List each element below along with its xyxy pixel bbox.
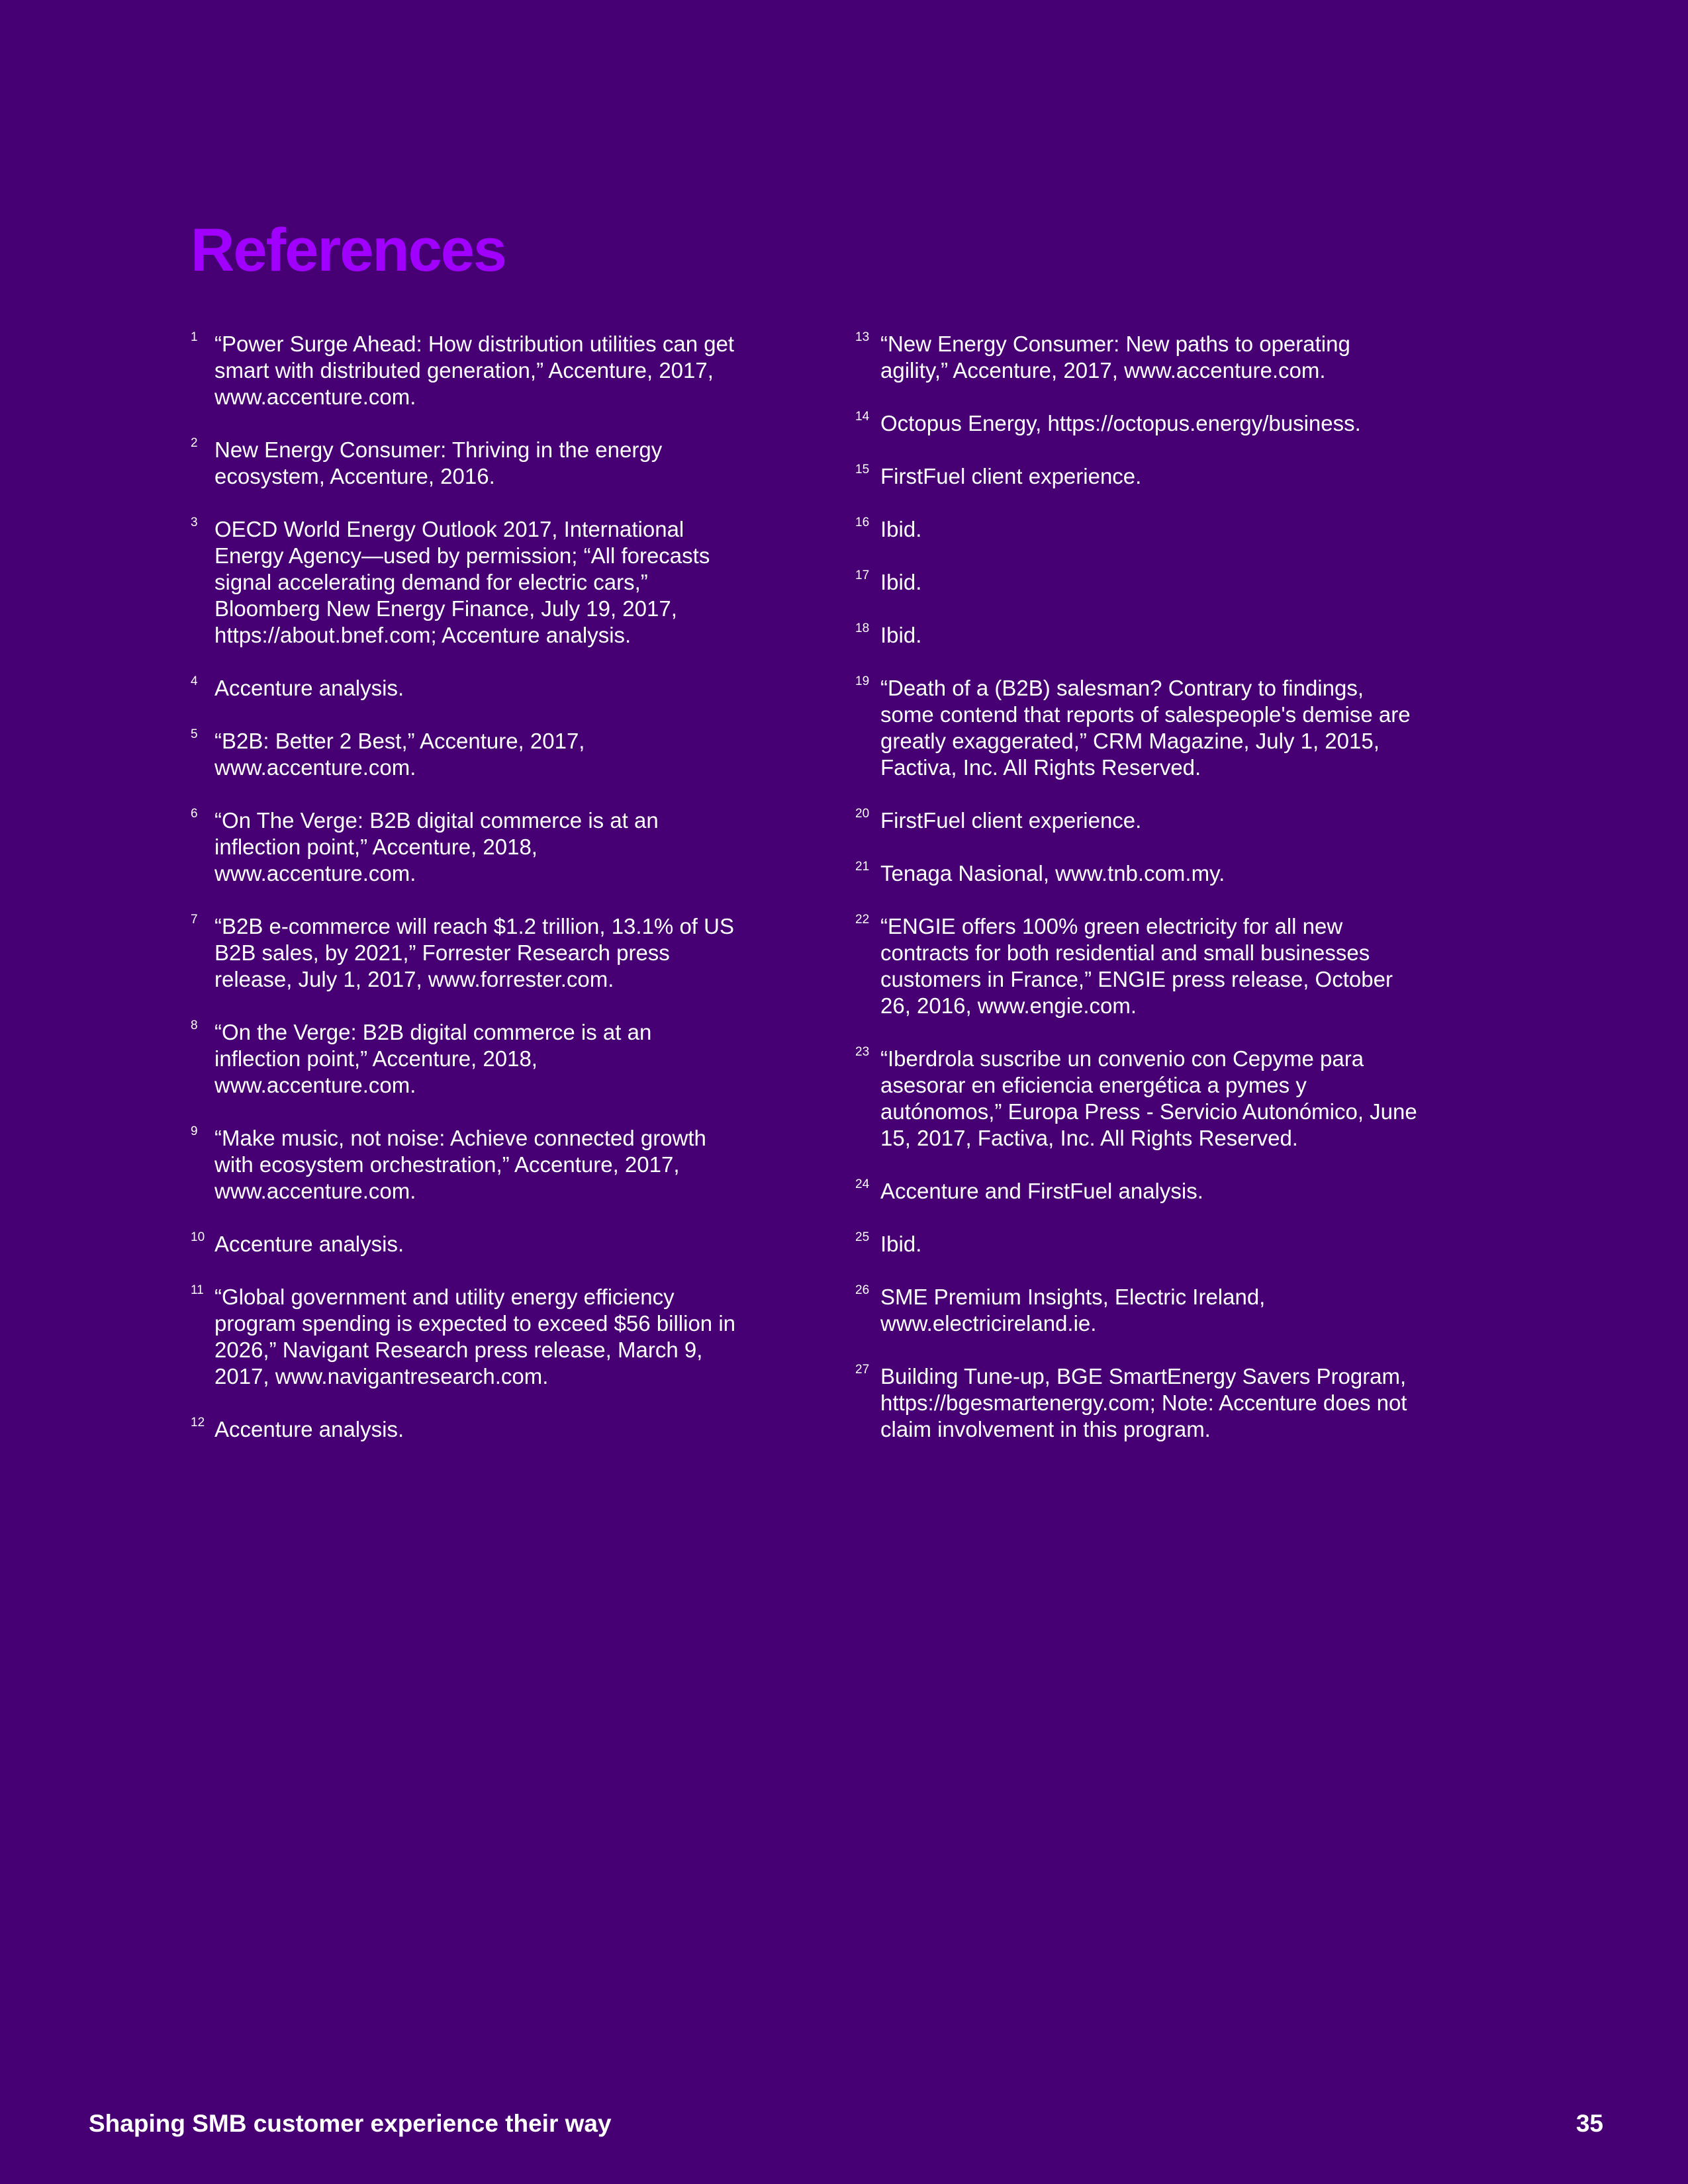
reference-number: 14 bbox=[855, 410, 870, 424]
reference-item bbox=[191, 1125, 740, 1205]
reference-text: New Energy Consumer: Thriving in the energy ecosystem, Accenture, 2016. bbox=[214, 437, 663, 488]
reference-item bbox=[855, 516, 1418, 543]
reference-item bbox=[855, 569, 1418, 596]
reference-number: 5 bbox=[191, 727, 198, 741]
reference-text: “Death of a (B2B) salesman? Contrary to findings, some contend that reports of salespeople's demise are greatly exaggerated,” CRM Magazine, July 1, 2015, Factiva, Inc. All Rights Reserved. bbox=[880, 676, 1411, 780]
reference-text: Ibid. bbox=[880, 517, 922, 541]
reference-text: FirstFuel client experience. bbox=[880, 808, 1142, 833]
reference-text: FirstFuel client experience. bbox=[880, 464, 1142, 488]
reference-number: 20 bbox=[855, 807, 870, 821]
reference-text: “On the Verge: B2B digital commerce is at an inflection point,” Accenture, 2018, www.accenture.com. bbox=[214, 1020, 652, 1097]
reference-item bbox=[191, 675, 740, 702]
reference-item bbox=[191, 1231, 740, 1257]
reference-text: “Iberdrola suscribe un convenio con Cepyme para asesorar en eficiencia energética a pymes y autónomos,” Europa Press - Servicio Autonómico, June 15, 2017, Factiva, Inc. All Rights Reserved. bbox=[880, 1046, 1417, 1150]
reference-number: 26 bbox=[855, 1283, 870, 1297]
reference-number: 19 bbox=[855, 674, 870, 688]
reference-number: 22 bbox=[855, 913, 870, 927]
reference-number: 6 bbox=[191, 807, 198, 821]
reference-text: Accenture and FirstFuel analysis. bbox=[880, 1179, 1203, 1203]
reference-item bbox=[191, 331, 740, 410]
reference-text: Tenaga Nasional, www.tnb.com.my. bbox=[880, 861, 1225, 886]
reference-text: Building Tune-up, BGE SmartEnergy Savers Program, https://bgesmartenergy.com; Note: Accenture does not claim involvement in this program. bbox=[880, 1364, 1407, 1441]
reference-number: 11 bbox=[191, 1283, 204, 1297]
reference-item bbox=[191, 728, 740, 781]
reference-number: 23 bbox=[855, 1045, 870, 1059]
footer-document-title: Shaping SMB customer experience their way bbox=[89, 2110, 612, 2137]
reference-item bbox=[855, 1178, 1418, 1205]
reference-item bbox=[191, 1019, 740, 1099]
reference-item bbox=[191, 807, 740, 887]
reference-number: 13 bbox=[855, 330, 870, 344]
reference-text: Accenture analysis. bbox=[214, 1232, 404, 1256]
reference-number: 15 bbox=[855, 463, 870, 477]
reference-item bbox=[855, 1231, 1418, 1257]
reference-item bbox=[855, 807, 1418, 834]
page-number: 35 bbox=[1575, 2110, 1603, 2137]
reference-text: “Power Surge Ahead: How distribution utilities can get smart with distributed generation,” Accenture, 2017, www.accenture.com. bbox=[214, 332, 735, 409]
reference-item bbox=[855, 1363, 1418, 1443]
reference-number: 17 bbox=[855, 569, 870, 582]
reference-text: “On The Verge: B2B digital commerce is at an inflection point,” Accenture, 2018, www.accenture.com. bbox=[214, 808, 659, 886]
reference-item bbox=[855, 675, 1418, 781]
reference-number: 2 bbox=[191, 436, 198, 450]
reference-item bbox=[191, 1284, 740, 1390]
reference-number: 25 bbox=[855, 1230, 870, 1244]
page-title: References bbox=[191, 216, 506, 284]
references-column-right bbox=[855, 331, 1418, 1469]
reference-item bbox=[855, 1046, 1418, 1152]
reference-number: 8 bbox=[191, 1019, 198, 1032]
reference-text: OECD World Energy Outlook 2017, International Energy Agency—used by permission; “All forecasts signal accelerating demand for electric cars,” Bloomberg New Energy Finance, July 19, 2017, https://about.bnef.com; Accenture analysis. bbox=[214, 517, 710, 647]
reference-text: Octopus Energy, https://octopus.energy/business. bbox=[880, 411, 1361, 435]
reference-text: SME Premium Insights, Electric Ireland, www.electricireland.ie. bbox=[880, 1285, 1266, 1336]
reference-number: 4 bbox=[191, 674, 198, 688]
reference-number: 3 bbox=[191, 516, 198, 529]
reference-item bbox=[855, 410, 1418, 437]
reference-item bbox=[855, 463, 1418, 490]
reference-text: Ibid. bbox=[880, 1232, 922, 1256]
reference-item bbox=[191, 913, 740, 993]
references-column-left bbox=[191, 331, 740, 1469]
reference-number: 21 bbox=[855, 860, 870, 874]
reference-number: 27 bbox=[855, 1363, 870, 1377]
reference-number: 16 bbox=[855, 516, 870, 529]
reference-number: 18 bbox=[855, 621, 870, 635]
reference-item bbox=[191, 516, 740, 649]
reference-item bbox=[855, 331, 1418, 384]
reference-number: 9 bbox=[191, 1124, 198, 1138]
reference-item bbox=[191, 437, 740, 490]
reference-item bbox=[855, 860, 1418, 887]
reference-text: “B2B e-commerce will reach $1.2 trillion, 13.1% of US B2B sales, by 2021,” Forrester Research press release, July 1, 2017, www.forrester.com. bbox=[214, 914, 734, 991]
reference-number: 1 bbox=[191, 330, 198, 344]
reference-text: Accenture analysis. bbox=[214, 1417, 404, 1441]
reference-number: 24 bbox=[855, 1177, 870, 1191]
reference-item bbox=[855, 1284, 1418, 1337]
reference-text: “ENGIE offers 100% green electricity for all new contracts for both residential and small businesses customers in France,” ENGIE press release, October 26, 2016, www.engie.com. bbox=[880, 914, 1393, 1018]
reference-text: “Global government and utility energy efficiency program spending is expected to exceed $56 billion in 2026,” Navigant Research press release, March 9, 2017, www.navigantresearch.com. bbox=[214, 1285, 736, 1388]
reference-text: “B2B: Better 2 Best,” Accenture, 2017, www.accenture.com. bbox=[214, 729, 585, 780]
reference-item bbox=[855, 913, 1418, 1019]
reference-number: 7 bbox=[191, 913, 198, 927]
reference-text: Ibid. bbox=[880, 570, 922, 594]
reference-text: Ibid. bbox=[880, 623, 922, 647]
reference-text: “Make music, not noise: Achieve connected growth with ecosystem orchestration,” Accenture, 2017, www.accenture.com. bbox=[214, 1126, 706, 1203]
reference-item bbox=[191, 1416, 740, 1443]
reference-number: 10 bbox=[191, 1230, 205, 1244]
reference-text: Accenture analysis. bbox=[214, 676, 404, 700]
reference-number: 12 bbox=[191, 1416, 205, 1430]
reference-text: “New Energy Consumer: New paths to operating agility,” Accenture, 2017, www.accenture.com. bbox=[880, 332, 1350, 383]
reference-item bbox=[855, 622, 1418, 649]
